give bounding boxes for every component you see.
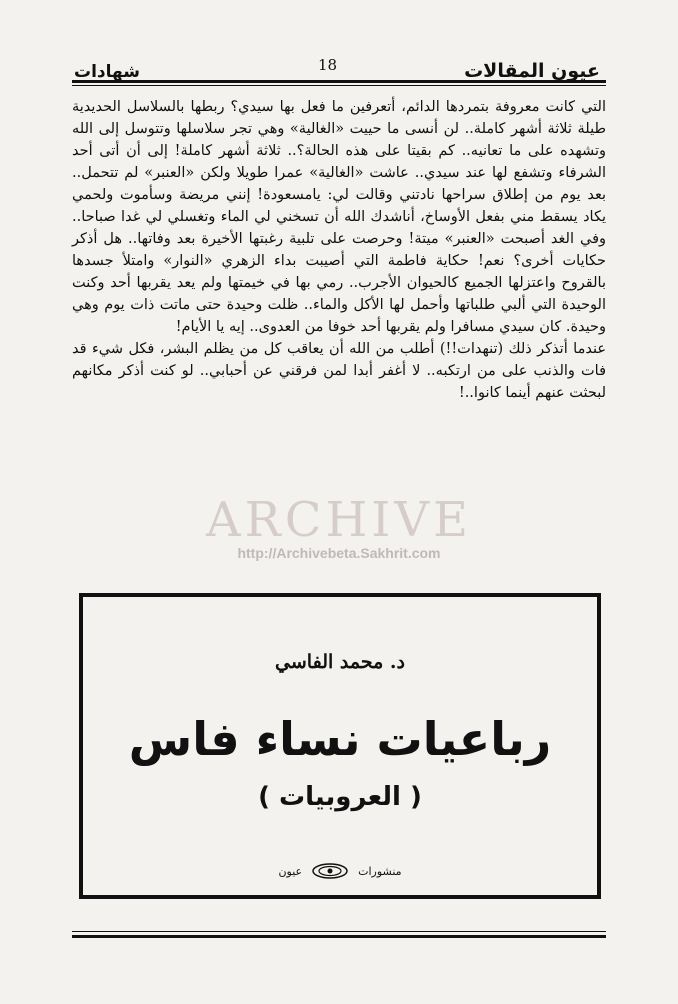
advert-title: رباعيات نساء فاس (128, 712, 552, 766)
publisher-eye-logo-icon (312, 863, 348, 879)
footer-rule-thin (72, 931, 606, 932)
page-number: 18 (318, 56, 338, 74)
footer-rule-thick (72, 935, 606, 938)
body-paragraph: التي كانت معروفة بتمردها الدائم، أتعرفين ما فعل بها سيدي؟ ربطها بالسلاسل الحديدية طيلة ثلاثة أشهر كاملة.. لن أنسى ما حييت «الغالية» وهي تجر سلاسلها وتتوسل إلى الله وتشهده على ما تعانيه.. كم بقيتا على هذه الحالة؟.. ثلاثة أشهر كاملة! إلى أن أتى أحد الشرفاء وتشفع لها عند سيدي.. عاشت «الغالية» عمرا طويلا ولكن «العنبر» لم تتحمل.. بعد يوم من إطلاق سراحها نادتني وقالت لي: يامسعودة! إنني مريضة وسأموت ولحمي يكاد يسقط مني بفعل الأوساخ، أناشدك الله أن تسخني لي الماء وتغسلي لي غدا صباحا.. وفي الغد أصبحت «العنبر» ميتة! وحرصت على تلبية رغبتها الأخيرة بعد وفاتها.. هل أذكر حكايات أخرى؟ نعم! حكاية فاطمة التي أصيبت بداء الزهري «النوار» وامتلأ جسدها بالقروح واعتزلها الجميع كالحيوان الأجرب.. رمي بها في خيمتها ولم يعد يقربها أحد وكنت الوحيدة التي ألبي طلباتها وأحمل لها الأكل والماء.. ظلت وحيدة حتى ماتت ذات يوم وهي وحيدة. كان سيدي مسافرا ولم يقربها أحد خوفا من العدوى.. إيه يا الأيام! (72, 99, 606, 335)
publisher-name: عيون (278, 864, 303, 878)
book-advert (79, 593, 601, 899)
advert-subtitle: ( العروبيات ) (258, 782, 422, 812)
advert-publisher (83, 863, 597, 879)
publisher-label: منشورات (358, 864, 402, 878)
section-label: شهادات (74, 62, 140, 82)
archive-url-watermark: http://Archivebeta.Sakhrit.com (237, 545, 441, 561)
article-body (72, 96, 606, 404)
archive-watermark: ARCHIVE (205, 492, 473, 548)
header-rule-thin (72, 85, 606, 86)
body-paragraph: عندما أتذكر ذلك (تنهدات!!) أطلب من الله أن يعاقب كل من يظلم البشر، فكل شيء قد فات والذنب على من ارتكبه.. لا أغفر أبدا لمن فرقني عن أحبابي.. لو كنت أذكر مكانهم لبحثت عنهم أينما كانوا..! (72, 341, 606, 401)
magazine-title: عيون المقالات (464, 60, 600, 82)
advert-author: د. محمد الفاسي (275, 651, 405, 673)
